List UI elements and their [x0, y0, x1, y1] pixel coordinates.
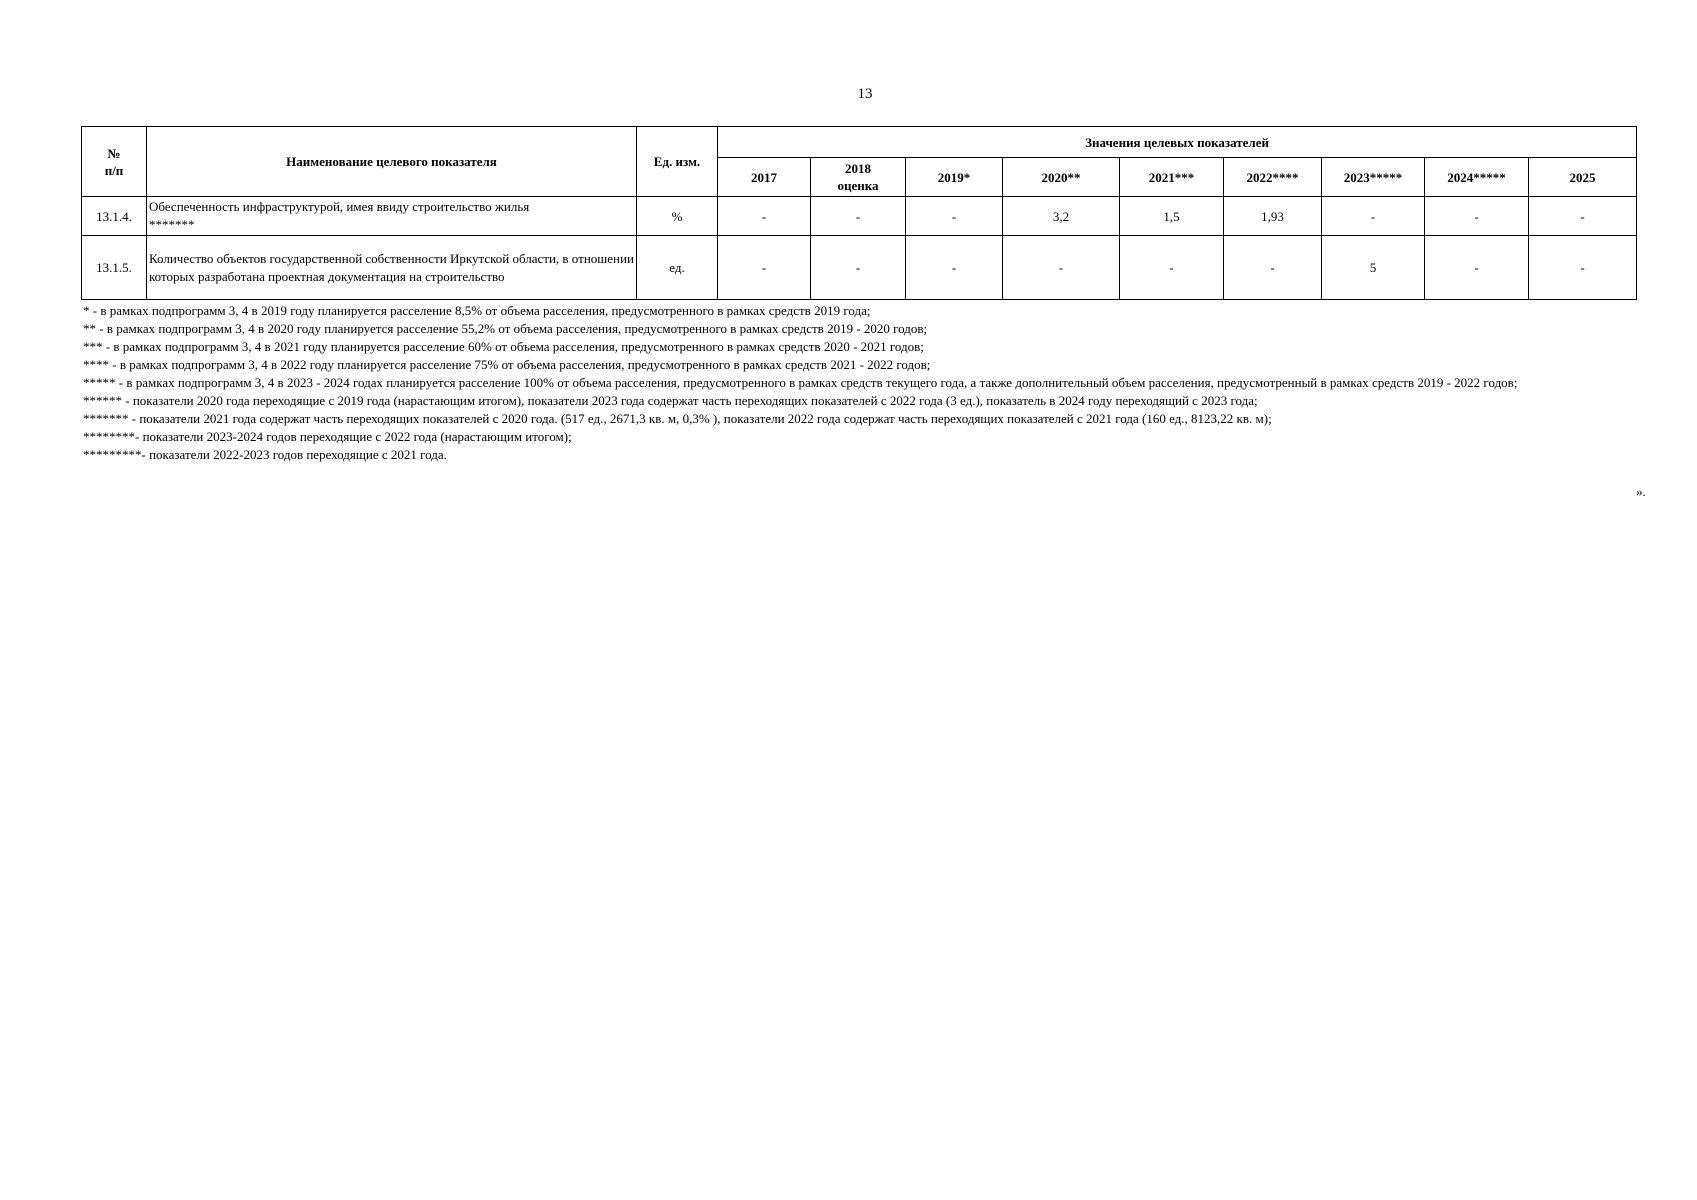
row-name: Обеспеченность инфраструктурой, имея ввиду строительство жилья ******* — [147, 197, 637, 236]
row-value: - — [1322, 197, 1425, 236]
row-value: - — [906, 236, 1003, 300]
footnote: ******* - показатели 2021 года содержат часть переходящих показателей с 2020 года. (517 ед., 2671,3 кв. м, 0,3% ), показатели 2022 года содержат часть переходящих показателей с 2021 года (160 ед., 8123,22 кв. м); — [83, 411, 1272, 426]
row-value: - — [1425, 236, 1529, 300]
row-value: - — [811, 236, 906, 300]
row-num: 13.1.5. — [82, 236, 147, 300]
header-year: 2019* — [906, 158, 1003, 197]
header-year: 2018 оценка — [811, 158, 906, 197]
header-year: 2017 — [718, 158, 811, 197]
footnote: *** - в рамках подпрограмм 3, 4 в 2021 году планируется расселение 60% от объема расселения, предусмотренного в рамках средств 2020 - 2021 годов; — [83, 339, 924, 354]
row-value: 1,5 — [1120, 197, 1224, 236]
footnote: ***** - в рамках подпрограмм 3, 4 в 2023 - 2024 годах планируется расселение 100% от объема расселения, предусмотренного в рамках средств текущего года, а также дополнительный объем расселения, предусмотренный в рамках средств 2019 - 2022 годов; — [83, 375, 1518, 390]
row-value: - — [1224, 236, 1322, 300]
footnote: ** - в рамках подпрограмм 3, 4 в 2020 году планируется расселение 55,2% от объема расселения, предусмотренного в рамках средств 2019 - 2020 годов; — [83, 321, 928, 336]
header-year: 2020** — [1003, 158, 1120, 197]
footnote: ****** - показатели 2020 года переходящие с 2019 года (нарастающим итогом), показатели 2023 года содержат часть переходящих показателей с 2022 года (3 ед.), показатель в 2024 году переходящий с 2023 года; — [83, 393, 1258, 408]
row-value: - — [718, 236, 811, 300]
header-year: 2025 — [1529, 158, 1637, 197]
footnote: ********- показатели 2023-2024 годов переходящие с 2022 года (нарастающим итогом); — [83, 429, 572, 444]
closing-quote-mark: ». — [1636, 484, 1646, 499]
row-value: 1,93 — [1224, 197, 1322, 236]
table-row — [82, 197, 1637, 236]
row-value: - — [1120, 236, 1224, 300]
row-unit: % — [637, 197, 718, 236]
row-value: 5 — [1322, 236, 1425, 300]
header-year: 2023***** — [1322, 158, 1425, 197]
row-value: 3,2 — [1003, 197, 1120, 236]
indicators-table — [81, 126, 1637, 300]
footnotes — [83, 302, 1643, 464]
page-number: 13 — [857, 86, 873, 102]
row-value: - — [718, 197, 811, 236]
header-year: 2024***** — [1425, 158, 1529, 197]
footnote: *********- показатели 2022-2023 годов переходящие с 2021 года. — [83, 447, 447, 462]
row-num: 13.1.4. — [82, 197, 147, 236]
row-name: Количество объектов государственной собственности Иркутской области, в отношении которых разработана проектная документация на строительство — [147, 236, 637, 300]
header-num: № п/п — [82, 127, 147, 197]
row-value: - — [1003, 236, 1120, 300]
row-value: - — [1425, 197, 1529, 236]
row-value: - — [811, 197, 906, 236]
header-values-group: Значения целевых показателей — [718, 127, 1637, 158]
header-year: 2021*** — [1120, 158, 1224, 197]
header-year: 2022**** — [1224, 158, 1322, 197]
row-unit: ед. — [637, 236, 718, 300]
table-row — [82, 236, 1637, 300]
header-name: Наименование целевого показателя — [147, 127, 637, 197]
row-value: - — [1529, 197, 1637, 236]
footnote: * - в рамках подпрограмм 3, 4 в 2019 году планируется расселение 8,5% от объема расселения, предусмотренного в рамках средств 2019 года; — [83, 303, 871, 318]
footnote: **** - в рамках подпрограмм 3, 4 в 2022 году планируется расселение 75% от объема расселения, предусмотренного в рамках средств 2021 - 2022 годов; — [83, 357, 931, 372]
row-value: - — [906, 197, 1003, 236]
header-unit: Ед. изм. — [637, 127, 718, 197]
row-value: - — [1529, 236, 1637, 300]
